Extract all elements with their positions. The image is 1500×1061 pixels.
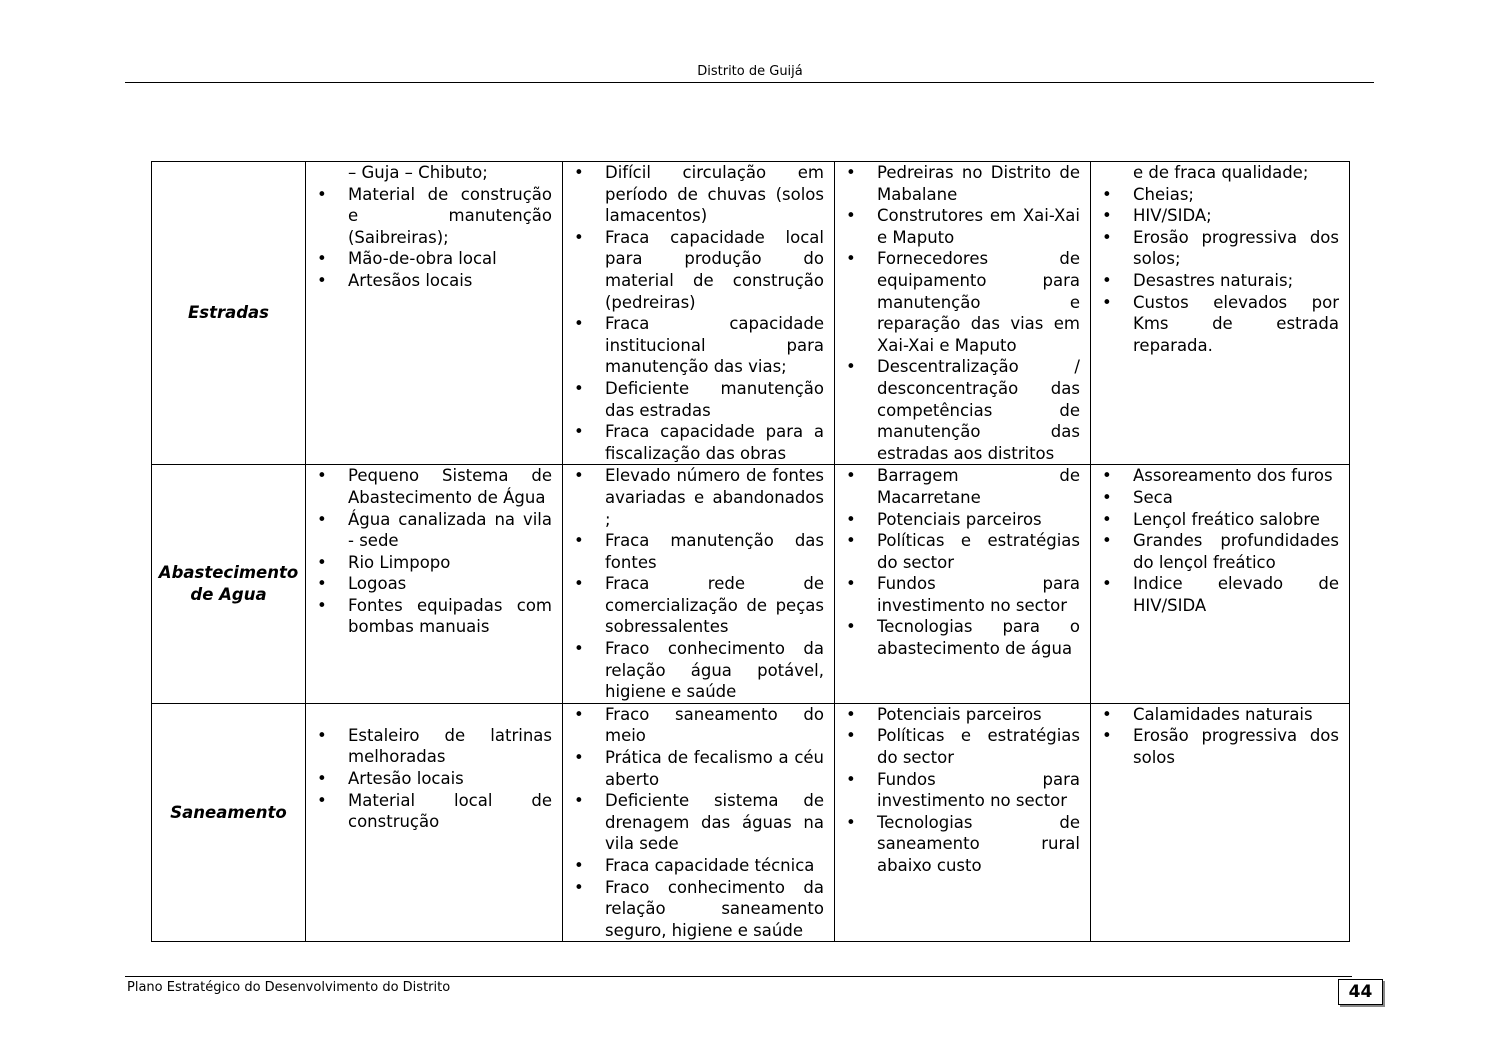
list-item: – Guja – Chibuto;: [348, 163, 488, 182]
list-item: • Água canalizada na vila - sede: [310, 509, 552, 552]
footer-divider: [125, 976, 1352, 977]
list-item: • Fraco conhecimento da relação água potável, higiene e saúde: [567, 638, 824, 703]
opportunities-cell: [835, 465, 1091, 704]
list-item: • Fraco conhecimento da relação saneamento seguro, higiene e saúde: [567, 877, 824, 942]
list-item: • Material de construção e manutenção (Saibreiras);: [310, 184, 552, 249]
sector-label: Estradas: [187, 303, 270, 323]
list-item: • Fundos para investimento no sector: [839, 573, 1080, 616]
list-item: • Calamidades naturais: [1095, 704, 1339, 726]
opportunities-cell: [835, 162, 1091, 465]
sector-label: Abastecimento de Agua: [158, 563, 299, 605]
list-item: • Custos elevados por Kms de estrada reparada.: [1095, 292, 1339, 357]
list-item: • Tecnologias para o abastecimento de água: [839, 616, 1080, 659]
list-item: • Descentralização / desconcentração das competências de manutenção das estradas aos distritos: [839, 356, 1080, 464]
list-item: • Rio Limpopo: [310, 552, 552, 574]
page-header-title: Distrito de Guijá: [697, 64, 803, 79]
list-item: • Lençol freático salobre: [1095, 509, 1339, 531]
list-item: • Erosão progressiva dos solos;: [1095, 227, 1339, 270]
footer-document-title: Plano Estratégico do Desenvolvimento do Distrito: [127, 980, 451, 995]
list-item: • Fraca capacidade para a fiscalização das obras: [567, 421, 824, 464]
weaknesses-cell: [563, 703, 835, 942]
sector-cell: [152, 703, 306, 942]
list-item: • Elevado número de fontes avariadas e abandonados ;: [567, 465, 824, 530]
list-item: • Artesãos locais: [310, 270, 552, 292]
list-item: • Potenciais parceiros: [839, 704, 1080, 726]
strengths-cell: [306, 162, 563, 465]
list-item: • Prática de fecalismo a céu aberto: [567, 747, 824, 790]
list-item: • Indice elevado de HIV/SIDA: [1095, 573, 1339, 616]
threats-cell: [1091, 703, 1350, 942]
weaknesses-cell: [563, 465, 835, 704]
list-item: • Potenciais parceiros: [839, 509, 1080, 531]
list-item: • Pequeno Sistema de Abastecimento de Água: [310, 465, 552, 508]
table-row-estradas: [152, 162, 1350, 465]
list-item: • Fraco saneamento do meio: [567, 704, 824, 747]
sector-label: Saneamento: [170, 802, 287, 822]
list-item: • Logoas: [310, 573, 552, 595]
list-item: • Estaleiro de latrinas melhoradas: [310, 725, 552, 768]
list-item: • Cheias;: [1095, 184, 1339, 206]
list-item: • Deficiente manutenção das estradas: [567, 378, 824, 421]
weaknesses-cell: [563, 162, 835, 465]
list-item: • Desastres naturais;: [1095, 270, 1339, 292]
list-item: • HIV/SIDA;: [1095, 205, 1339, 227]
sector-cell: [152, 162, 306, 465]
strengths-cell: [306, 465, 563, 704]
opportunities-cell: [835, 703, 1091, 942]
strengths-cell: [306, 703, 563, 942]
list-item: • Grandes profundidades do lençol freático: [1095, 530, 1339, 573]
list-item: • Fornecedores de equipamento para manutenção e reparação das vias em Xai-Xai e Maputo: [839, 248, 1080, 356]
list-item: • Assoreamento dos furos: [1095, 465, 1339, 487]
list-item: • Fundos para investimento no sector: [839, 769, 1080, 812]
list-item: • Difícil circulação em período de chuvas (solos lamacentos): [567, 162, 824, 227]
list-item: • Material local de construção: [310, 790, 552, 833]
list-item: • Erosão progressiva dos solos: [1095, 725, 1339, 768]
list-item: e de fraca qualidade;: [1133, 163, 1309, 182]
header-divider: [125, 82, 1374, 83]
list-item: • Tecnologias de saneamento rural abaixo custo: [839, 812, 1080, 877]
swot-table: [151, 161, 1350, 942]
list-item: • Fraca capacidade técnica: [567, 855, 824, 877]
list-item: • Construtores em Xai-Xai e Maputo: [839, 205, 1080, 248]
list-item: • Fraca capacidade local para produção do material de construção (pedreiras): [567, 227, 824, 313]
list-item: • Deficiente sistema de drenagem das águas na vila sede: [567, 790, 824, 855]
list-item: • Seca: [1095, 487, 1339, 509]
list-item: • Fontes equipadas com bombas manuais: [310, 595, 552, 638]
list-item: • Fraca manutenção das fontes: [567, 530, 824, 573]
table-row-abastecimento: [152, 465, 1350, 704]
list-item: • Barragem de Macarretane: [839, 465, 1080, 508]
table-row-saneamento: [152, 703, 1350, 942]
list-item: • Políticas e estratégias do sector: [839, 530, 1080, 573]
threats-cell: [1091, 162, 1350, 465]
list-item: • Fraca capacidade institucional para manutenção das vias;: [567, 313, 824, 378]
page-number: 44: [1338, 979, 1383, 1005]
sector-cell: [152, 465, 306, 704]
list-item: • Pedreiras no Distrito de Mabalane: [839, 162, 1080, 205]
list-item: • Políticas e estratégias do sector: [839, 725, 1080, 768]
list-item: • Fraca rede de comercialização de peças sobressalentes: [567, 573, 824, 638]
list-item: • Artesão locais: [310, 768, 552, 790]
threats-cell: [1091, 465, 1350, 704]
list-item: • Mão-de-obra local: [310, 248, 552, 270]
